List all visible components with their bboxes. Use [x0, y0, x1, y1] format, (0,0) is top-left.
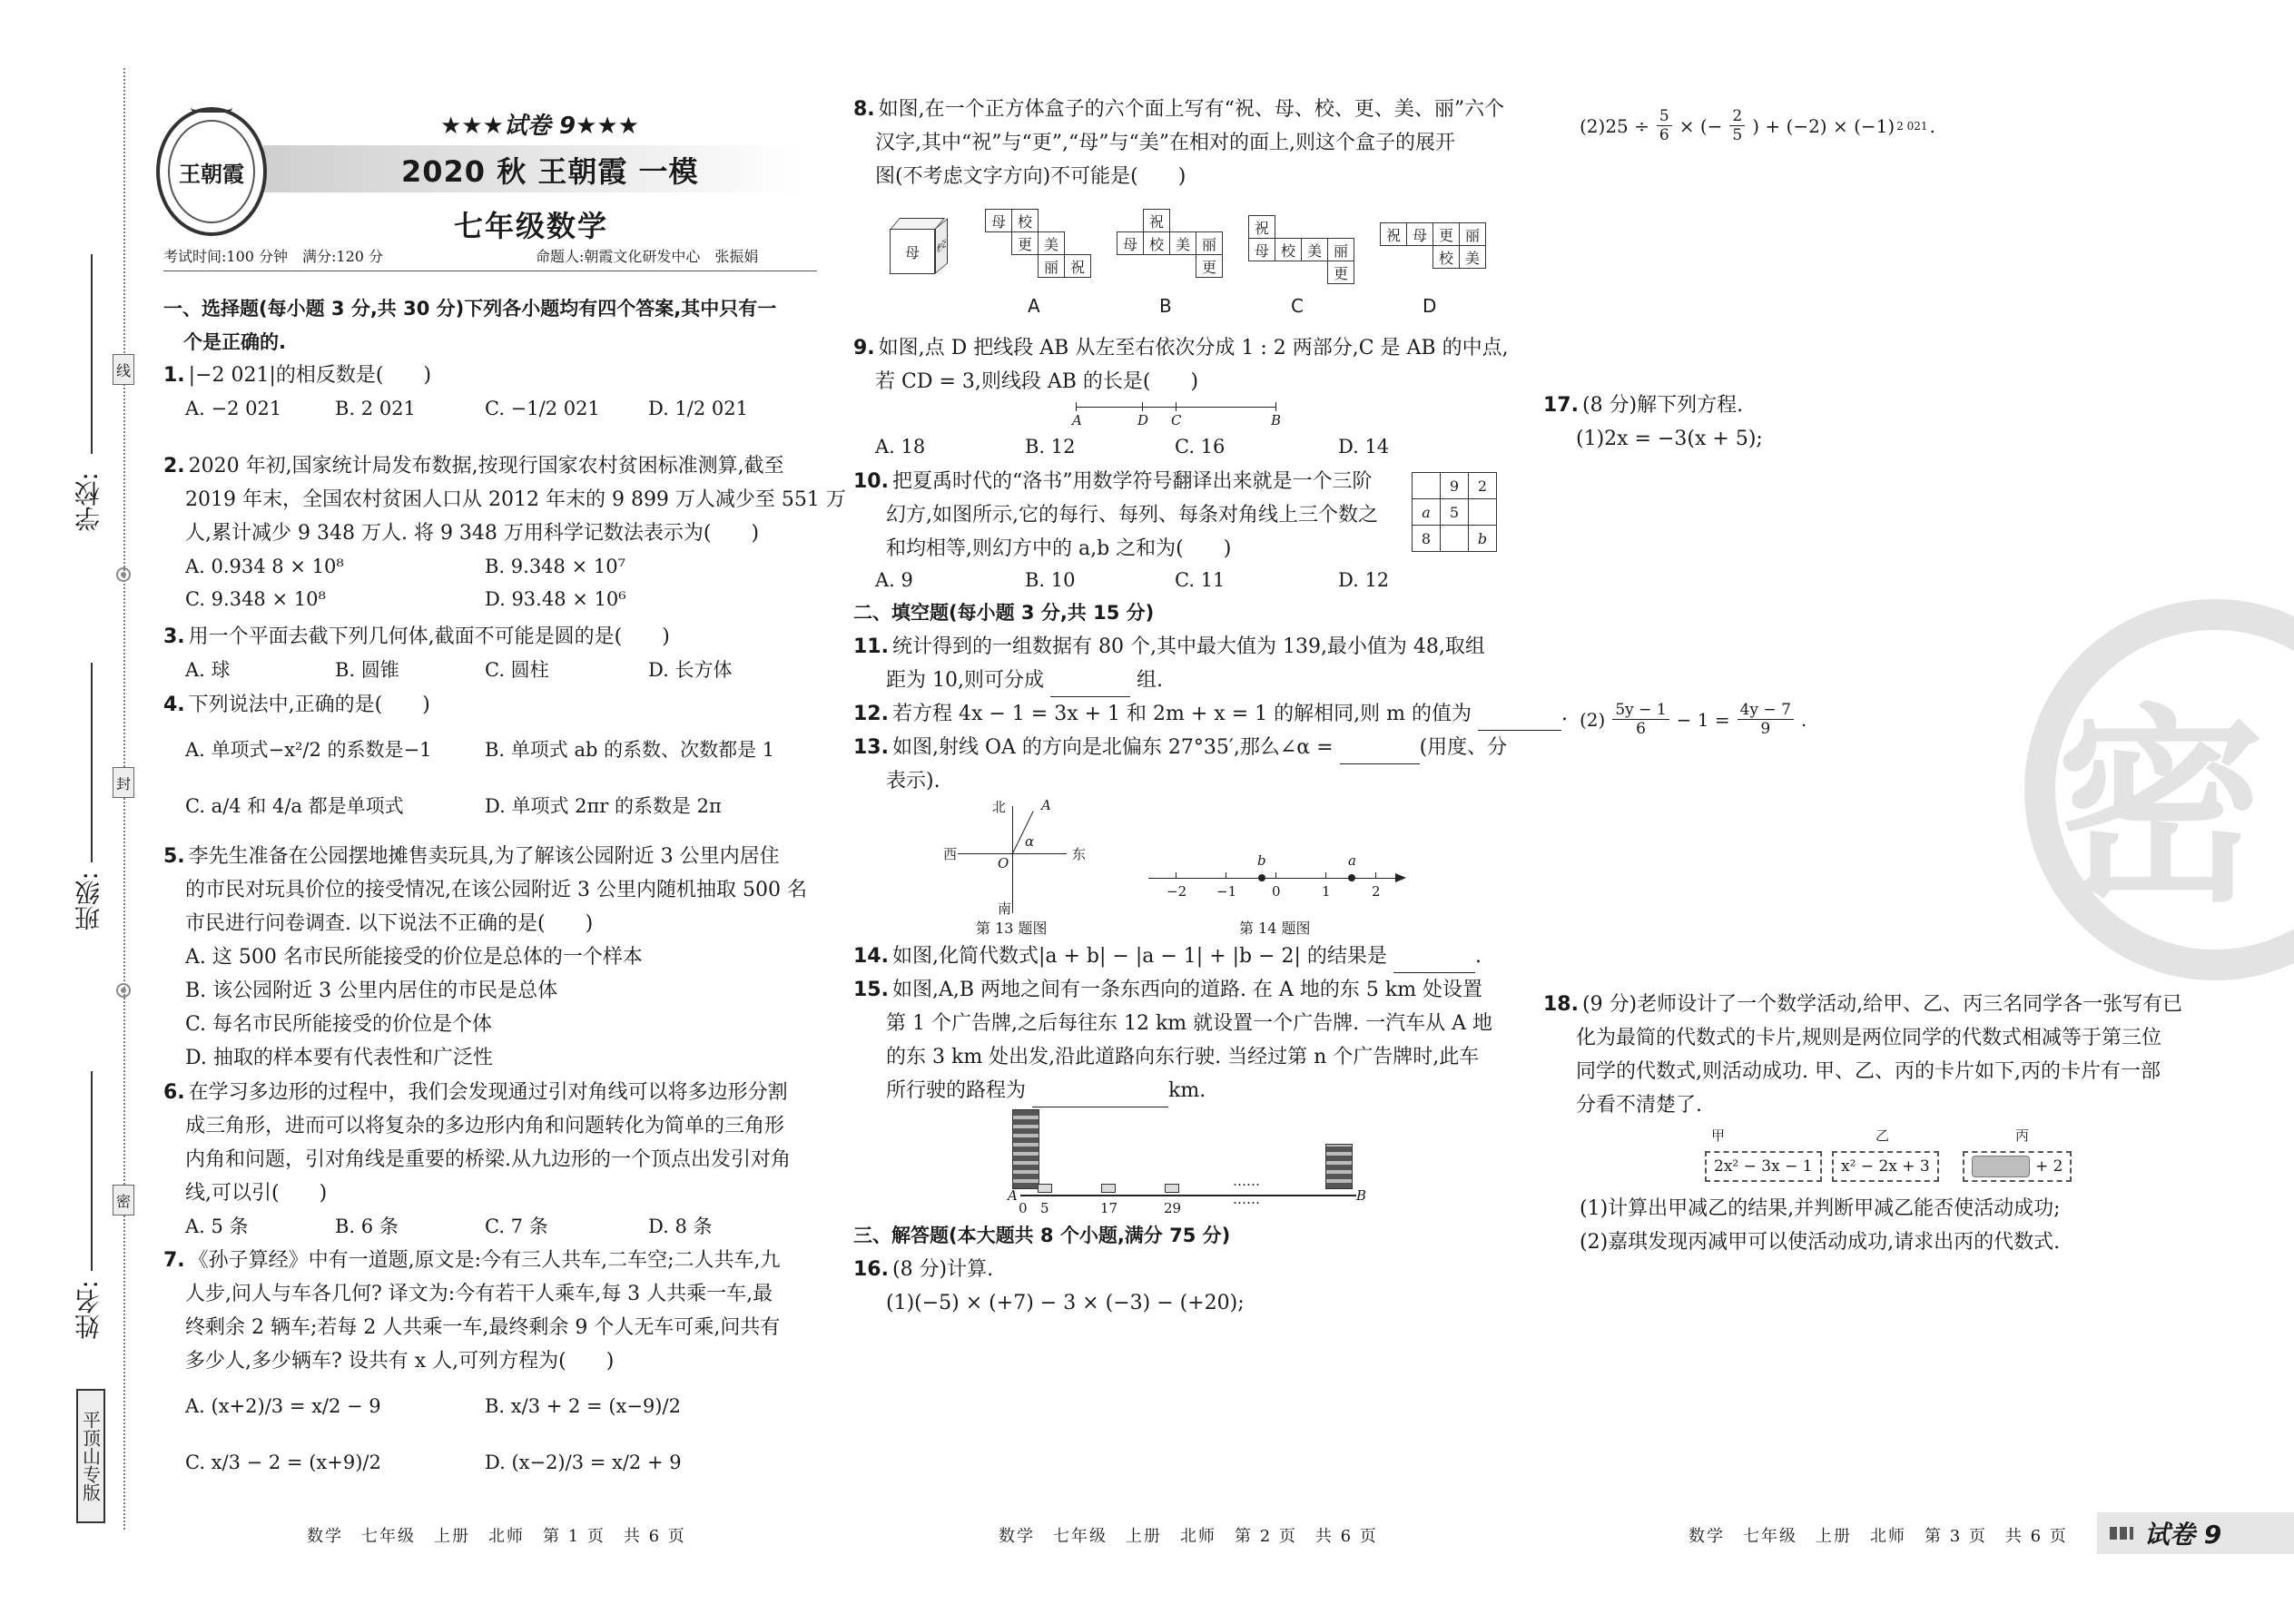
q9-option-b[interactable]: B. 12 — [1025, 436, 1076, 458]
card-bing-hidden — [1972, 1156, 2030, 1177]
net-a-mei: 美 — [1038, 231, 1065, 255]
tick-label-one: 1 — [1322, 883, 1331, 900]
point-a-dot — [1348, 874, 1355, 881]
q7-option-a[interactable]: A. (x+2)/3 = x/2 − 9 — [185, 1395, 381, 1417]
question-6: 6. 在学习多边形的过程中，我们会发现通过引对角线可以将多边形分割 成三角形，进而可以将复杂的多边形内角和问题转化为简单的三角形 内角和问题，引对角线是重要的桥梁.从九边形的一个顶点出发引对角 线,可以引( ) A. 5 条 B. 6 条 C. 7 条 D. 8 条 — [163, 1076, 791, 1243]
binding-mark-xian: 线 — [113, 354, 134, 385]
axis-line — [1148, 878, 1397, 879]
binding-hole-2 — [116, 983, 131, 998]
q6-option-d[interactable]: D. 8 条 — [648, 1216, 713, 1237]
q2-option-a[interactable]: A. 0.934 8 × 10⁸ — [185, 556, 344, 577]
magic-cell-4: a — [1412, 498, 1441, 526]
fraction-4y7-9: $\frac{4y - 7}{9}$ — [1738, 701, 1794, 738]
question-9: 9. 如图,点 D 把线段 AB 从左至右依次分成 1 : 2 两部分,C 是 AB 的中点, 若 CD = 3,则线段 AB 的长是( ) — [853, 337, 1509, 393]
question-13: 13. 如图,射线 OA 的方向是北偏东 27°35′,那么∠α = (用度、分 表示). — [853, 736, 1508, 792]
q13-caption: 第 13 题图 — [976, 920, 1048, 937]
q10-option-c[interactable]: C. 11 — [1175, 569, 1226, 591]
q1-option-b[interactable]: B. 2 021 — [335, 398, 416, 419]
question-18: 18. (9 分)老师设计了一个数学活动,给甲、乙、丙三名同学各一张写有已 化为最简的代数式的卡片,规则是两位同学的代数式相减等于第三位 同学的代数式,则活动成功. 甲、乙、丙的卡片如下,丙的卡片有一部 分看不清楚了. — [1543, 993, 2183, 1117]
q5-option-c[interactable]: C. 每名市民所能接受的价位是个体 — [185, 1013, 493, 1036]
tick-label-minus1: −1 — [1216, 883, 1237, 900]
axis-arrow-icon — [1395, 873, 1406, 882]
question-15: 15. 如图,A,B 两地之间有一条东西向的道路. 在 A 地的东 5 km 处设置 第 1 个广告牌,之后每往东 12 km 就设置一个广告牌. 一汽车从 A 地 的东 3 km 处出发,沿此道路向东行驶. 当经过第 n 个广告牌时,此车 所行驶的路程为 km. — [853, 973, 1492, 1107]
logo-inner-ring — [168, 120, 255, 223]
class-field-line[interactable] — [91, 663, 93, 862]
section2-title: 二、填空题(每小题 3 分,共 15 分) — [853, 602, 1155, 624]
q5-option-a[interactable]: A. 这 500 名市民所能接受的价位是总体的一个样本 — [185, 946, 643, 969]
label-a: a — [1348, 852, 1356, 869]
q10-option-a[interactable]: A. 9 — [875, 569, 913, 591]
net-d-mei: 美 — [1459, 245, 1486, 269]
net-b-mei: 美 — [1169, 231, 1196, 255]
tick-label-minus2: −2 — [1167, 883, 1187, 900]
q7-option-d[interactable]: D. (x−2)/3 = x/2 + 9 — [485, 1452, 682, 1473]
q15-answer-blank[interactable] — [1032, 1086, 1168, 1107]
q18-part-1: (1)计算出甲减乙的结果,并判断甲减乙能否使活动成功; — [1580, 1197, 2061, 1220]
tick-b — [1275, 402, 1276, 411]
fold-line — [123, 68, 125, 1530]
exam-info: 考试时间:100 分钟 满分:120 分 — [163, 248, 384, 265]
label-origin-o: O — [998, 855, 1009, 871]
q5-option-d[interactable]: D. 抽取的样本要有代表性和广泛性 — [185, 1047, 493, 1069]
fraction-5-6: $\frac{5}{6}$ — [1657, 107, 1672, 144]
q14-number-line — [1148, 849, 1412, 903]
question-17: 17. (8 分)解下列方程. (1)2x = −3(x + 5); — [1543, 389, 1763, 456]
q16-part-1: (1)(−5) × (+7) − 3 × (−3) − (+20); — [886, 1292, 1245, 1314]
q8-net-d[interactable] — [1380, 222, 1489, 277]
net-a-geng: 更 — [1011, 231, 1039, 255]
q4-option-d[interactable]: D. 单项式 2πr 的系数是 2π — [485, 795, 722, 817]
q4-option-a[interactable]: A. 单项式−x²/2 的系数是−1 — [185, 739, 432, 761]
label-b: b — [1257, 852, 1266, 869]
footer-page-3: 数学 七年级 上册 北师 第 3 页 共 6 页 — [1689, 1527, 2068, 1546]
logo-crown-icon — [191, 94, 232, 113]
ns-axis — [1012, 806, 1013, 913]
road-tick-0: 0 — [1019, 1200, 1028, 1216]
tab-label: 试卷 9 — [2144, 1520, 2222, 1550]
magic-cell-9: b — [1468, 525, 1497, 552]
q10-magic-square — [1412, 472, 1499, 554]
q8-net-a[interactable] — [985, 209, 1085, 281]
q10-option-b[interactable]: B. 10 — [1025, 569, 1076, 591]
card-yi[interactable] — [1832, 1151, 1939, 1182]
net-b-geng: 更 — [1196, 254, 1223, 278]
net-c-mu: 母 — [1248, 238, 1275, 261]
q4-option-b[interactable]: B. 单项式 ab 的系数、次数都是 1 — [485, 739, 775, 761]
road-label-a: A — [1008, 1187, 1018, 1204]
magic-cell-3: 2 — [1468, 472, 1497, 499]
cube-side-face — [935, 218, 948, 274]
tab-squares-icon — [2110, 1527, 2133, 1540]
q3-option-a[interactable]: A. 球 — [185, 659, 231, 681]
tick-one — [1325, 872, 1326, 878]
billboard-3-icon — [1165, 1184, 1179, 1193]
magic-cell-1 — [1412, 472, 1441, 499]
net-b-zhu: 祝 — [1143, 209, 1170, 232]
question-5: 5. 李先生准备在公园摆地摊售卖玩具,为了解该公园附近 3 公里内居住 的市民对玩具价位的接受情况,在该公园附近 3 公里内随机抽取 500 名 市民进行问卷调查. 以下说法不正确的是( ) A. 这 500 名市民所能接受的价位是总体的一个样本 B. 该公园附近 3 公里内居住的市民是总体 C. 每名市民所能接受的价位是个体 D. 抽取的样本要有代表性和广泛性 — [163, 840, 807, 1075]
tick-label-two: 2 — [1372, 883, 1381, 900]
net-c-zhu: 祝 — [1248, 215, 1275, 239]
q18-part-2: (2)嘉琪发现丙减甲可以使活动成功,请求出丙的代数式. — [1580, 1231, 2061, 1254]
q9-option-c[interactable]: C. 16 — [1175, 436, 1226, 458]
q7-option-c[interactable]: C. x/3 − 2 = (x+9)/2 — [185, 1452, 381, 1473]
section1-title: 一、选择题(每小题 3 分,共 30 分)下列各小题均有四个答案,其中只有一 个是正确的. — [163, 298, 777, 353]
stars-title: ★★★试卷 9★★★ — [440, 113, 639, 140]
cube-front-char: 母 — [904, 243, 920, 261]
exam-author: 命题人:朝霞文化研发中心 张振娟 — [536, 248, 759, 265]
banner-title: 2020 秋 王朝霞 一模 — [401, 154, 699, 189]
question-11: 11. 统计得到的一组数据有 80 个,其中最大值为 139,最小值为 48,取组 距为 10,则可分成 组. — [853, 630, 1485, 697]
net-b-mu: 母 — [1117, 231, 1144, 255]
magic-cell-7: 8 — [1412, 525, 1441, 552]
cube-front-face — [890, 229, 935, 274]
logo-text: 王朝霞 — [179, 160, 244, 187]
net-d-xiao: 校 — [1433, 245, 1460, 269]
q9-options — [875, 430, 1389, 463]
seal-char: 密 — [2055, 687, 2265, 930]
q15-road-figure — [1008, 1107, 1371, 1216]
magic-cell-5: 5 — [1440, 498, 1469, 526]
q16-part-2: (2)25 ÷ $\frac{5}{6}$ × (− $\frac{2}{5}$ ) + (−2) × (−1) 2 021 . — [1580, 107, 1935, 144]
question-2: 2. 2020 年初,国家统计局发布数据,按现行国家农村贫困标准测算,截至 2019 年末，全国农村贫困人口从 2012 年末的 9 899 万人减少至 551 万 人,累计减少 9 348 万人. 将 9 348 万用科学记数法表示为( ) A. 0.934 8 × 10⁸ B. 9.348 × 10⁷ C. 9.348 × 10⁸ D. 93.48 × 10⁶ — [163, 449, 846, 615]
q1-option-d[interactable]: D. 1/2 021 — [648, 398, 748, 419]
question-7: 7. 《孙子算经》中有一道题,原文是:今有三人共车,二车空;二人共车,九 人步,问人与车各几何? 译文为:今有若干人乘车,每 3 人共乘一车,最 终剩余 2 辆车;若每 2 人共乘一车,最终剩余 9 个人无车可乘,问共有 多少人,多少辆车? 设共有 x 人,可列方程为( ) A. (x+2)/3 = x/2 − 9 B. x/3 + 2 = (x−9)/2 C. x/3 − 2 = (x+9)/2 D. (x−2)/3 = x/2 + 9 — [163, 1244, 780, 1491]
q8-net-b[interactable] — [1117, 209, 1226, 281]
road-ellipsis-top: …… — [1233, 1173, 1260, 1189]
seal-watermark — [2024, 599, 2294, 980]
q3-option-c[interactable]: C. 圆柱 — [485, 659, 549, 681]
net-a-xiao: 校 — [1011, 209, 1039, 232]
q3-option-d[interactable]: D. 长方体 — [648, 659, 733, 681]
q1-option-a[interactable]: A. −2 021 — [185, 398, 282, 419]
footer-page-1: 数学 七年级 上册 北师 第 1 页 共 6 页 — [307, 1527, 686, 1546]
label-north: 北 — [992, 799, 1007, 815]
binding-hole-1 — [116, 567, 131, 582]
magic-cell-8 — [1440, 525, 1469, 552]
billboard-1-icon — [1038, 1184, 1052, 1193]
q10-option-d[interactable]: D. 12 — [1338, 569, 1390, 591]
road-line — [1020, 1195, 1356, 1196]
cube-side-char: 校 — [936, 236, 947, 257]
class-label: 班级: — [74, 871, 103, 931]
q11-answer-blank[interactable] — [1050, 675, 1130, 697]
name-field-line[interactable] — [91, 1071, 93, 1271]
label-b: B — [1271, 412, 1282, 428]
q13-compass-figure — [940, 797, 1103, 924]
tick-a — [1076, 402, 1077, 411]
q14-answer-blank[interactable] — [1393, 951, 1475, 973]
tick-two — [1375, 872, 1376, 878]
net-a-li: 丽 — [1038, 254, 1065, 278]
q10-options — [875, 564, 1389, 596]
q18-parts — [1580, 1192, 2061, 1259]
section3-title: 三、解答题(本大题共 8 个小题,满分 75 分) — [853, 1225, 1231, 1246]
net-d-zhu: 祝 — [1380, 222, 1407, 246]
q17-part-2: (2) 5y − 1 6 − 1 = $\frac{4y - 7}{9}$ . — [1580, 701, 1807, 738]
card-bing-expr: + 2 — [2035, 1157, 2063, 1176]
question-14: 14. 如图,化简代数式|a + b| − |a − 1| + |b − 2| 的结果是 . — [853, 940, 1482, 973]
road-tick-17: 17 — [1100, 1200, 1118, 1216]
question-8: 8. 如图,在一个正方体盒子的六个面上写有“祝、母、校、更、美、丽”六个 汉字,其中“祝”与“更”,“母”与“美”在相对的面上,则这个盒子的展开 图(不考虑文字方向)不可能是( ) — [853, 98, 1505, 188]
corner-tab — [2097, 1512, 2294, 1554]
binding-mark-feng: 封 — [113, 767, 134, 798]
magic-cell-2: 9 — [1440, 472, 1469, 499]
label-a: A — [1072, 412, 1082, 428]
tick-d — [1142, 402, 1143, 411]
q9-option-a[interactable]: A. 18 — [875, 436, 926, 458]
question-1: 1. |−2 021|的相反数是( ) A. −2 021 B. 2 021 C. −1/2 021 D. 1/2 021 — [163, 359, 748, 425]
road-tick-5: 5 — [1040, 1200, 1049, 1216]
question-10: 10. 把夏禹时代的“洛书”用数学符号翻译出来就是一个三阶 幻方,如图所示,它的每行、每列、每条对角线上三个数之 和均相等,则幻方中的 a,b 之和为( ) — [853, 470, 1378, 560]
question-3: 3. 用一个平面去截下列几何体,截面不可能是圆的是( ) A. 球 B. 圆锥 C. 圆柱 D. 长方体 — [163, 620, 732, 686]
card-bing[interactable] — [1963, 1151, 2072, 1182]
label-east: 东 — [1072, 846, 1087, 862]
label-c: C — [1171, 412, 1182, 428]
q8-label-a: A — [1028, 295, 1040, 317]
card-jia-expr: 2x² − 3x − 1 — [1714, 1157, 1813, 1176]
q6-option-c[interactable]: C. 7 条 — [485, 1216, 548, 1237]
label-d: D — [1137, 412, 1149, 428]
road-tick-29: 29 — [1164, 1200, 1182, 1216]
net-d-li: 丽 — [1459, 222, 1486, 246]
name-label: 姓名: — [74, 1280, 103, 1340]
point-b-dot — [1258, 874, 1265, 881]
binding-mark-mi: 密 — [113, 1185, 134, 1216]
net-b-li: 丽 — [1196, 231, 1223, 255]
q8-label-c: C — [1291, 295, 1304, 317]
q3-option-b[interactable]: B. 圆锥 — [335, 659, 399, 681]
label-point-a: A — [1041, 797, 1051, 813]
card-yi-name: 乙 — [1876, 1127, 1890, 1144]
binding-margin — [0, 0, 136, 1624]
edition-box — [76, 1389, 105, 1523]
road-label-b: B — [1356, 1187, 1367, 1204]
building-b-icon — [1325, 1144, 1353, 1189]
question-12: 12. 若方程 4x − 1 = 3x + 1 和 2m + x = 1 的解相同,则 m 的值为 . — [853, 697, 1568, 731]
building-a-icon — [1012, 1109, 1039, 1189]
q6-option-a[interactable]: A. 5 条 — [185, 1216, 249, 1237]
fraction-2-5: $\frac{2}{5}$ — [1729, 107, 1745, 144]
card-bing-name: 丙 — [2015, 1127, 2030, 1144]
q2-option-b[interactable]: B. 9.348 × 10⁷ — [485, 556, 625, 577]
q2-option-d[interactable]: D. 93.48 × 10⁶ — [485, 588, 626, 610]
net-a-mu: 母 — [985, 209, 1012, 232]
tick-label-zero: 0 — [1272, 883, 1281, 900]
magic-cell-6 — [1468, 498, 1497, 526]
q8-cube-figure — [890, 218, 953, 281]
q8-net-c[interactable] — [1248, 215, 1357, 288]
q6-option-b[interactable]: B. 6 条 — [335, 1216, 399, 1237]
net-c-li: 丽 — [1327, 238, 1354, 261]
net-b-xiao: 校 — [1143, 231, 1170, 255]
label-south: 南 — [998, 901, 1012, 917]
card-jia[interactable] — [1705, 1151, 1822, 1182]
school-field-line[interactable] — [91, 254, 93, 454]
q5-option-b[interactable]: B. 该公园附近 3 公里内居住的市民是总体 — [185, 979, 558, 1002]
footer-page-2: 数学 七年级 上册 北师 第 2 页 共 6 页 — [999, 1527, 1378, 1546]
card-yi-expr: x² − 2x + 3 — [1841, 1157, 1930, 1176]
q2-option-c[interactable]: C. 9.348 × 10⁸ — [185, 588, 326, 610]
school-label: 学校: — [74, 472, 103, 532]
label-west: 西 — [943, 846, 958, 862]
tick-minus2 — [1176, 872, 1177, 878]
q17-part-1: (1)2x = −3(x + 5); — [1576, 428, 1763, 450]
card-jia-name: 甲 — [1711, 1127, 1726, 1144]
q7-option-b[interactable]: B. x/3 + 2 = (x−9)/2 — [485, 1395, 681, 1417]
tick-zero — [1275, 872, 1276, 878]
q14-caption: 第 14 题图 — [1239, 920, 1311, 937]
question-4: 4. 下列说法中,正确的是( ) A. 单项式−x²/2 的系数是−1 B. 单项式 ab 的系数、次数都是 1 C. a/4 和 4/a 都是单项式 D. 单项式 2πr 的系数是 2π — [163, 688, 774, 834]
q13-answer-blank[interactable] — [1340, 743, 1420, 764]
question-16: 16. (8 分)计算. (1)(−5) × (+7) − 3 × (−3) − (+20); — [853, 1253, 1245, 1320]
q12-answer-blank[interactable] — [1478, 709, 1561, 731]
q8-label-d: D — [1423, 295, 1437, 317]
q8-label-b: B — [1159, 295, 1172, 317]
q1-option-c[interactable]: C. −1/2 021 — [485, 398, 600, 419]
net-a-zhu: 祝 — [1064, 254, 1091, 278]
q4-option-c[interactable]: C. a/4 和 4/a 都是单项式 — [185, 795, 404, 817]
net-c-geng: 更 — [1327, 261, 1354, 284]
net-d-geng: 更 — [1433, 222, 1460, 246]
fraction-5y1-6: 5y − 1 6 — [1612, 701, 1669, 738]
road-ellipsis-bottom: …… — [1233, 1191, 1260, 1207]
subject-title: 七年级数学 — [454, 209, 609, 243]
tick-c — [1176, 402, 1177, 411]
edition-text: 平顶山专版 — [79, 1411, 102, 1501]
net-d-mu: 母 — [1406, 222, 1433, 246]
net-c-mei: 美 — [1301, 238, 1328, 261]
billboard-2-icon — [1101, 1184, 1116, 1193]
logo-badge — [156, 107, 267, 236]
net-c-xiao: 校 — [1275, 238, 1302, 261]
label-alpha: α — [1025, 833, 1035, 850]
q9-option-d[interactable]: D. 14 — [1338, 436, 1390, 458]
